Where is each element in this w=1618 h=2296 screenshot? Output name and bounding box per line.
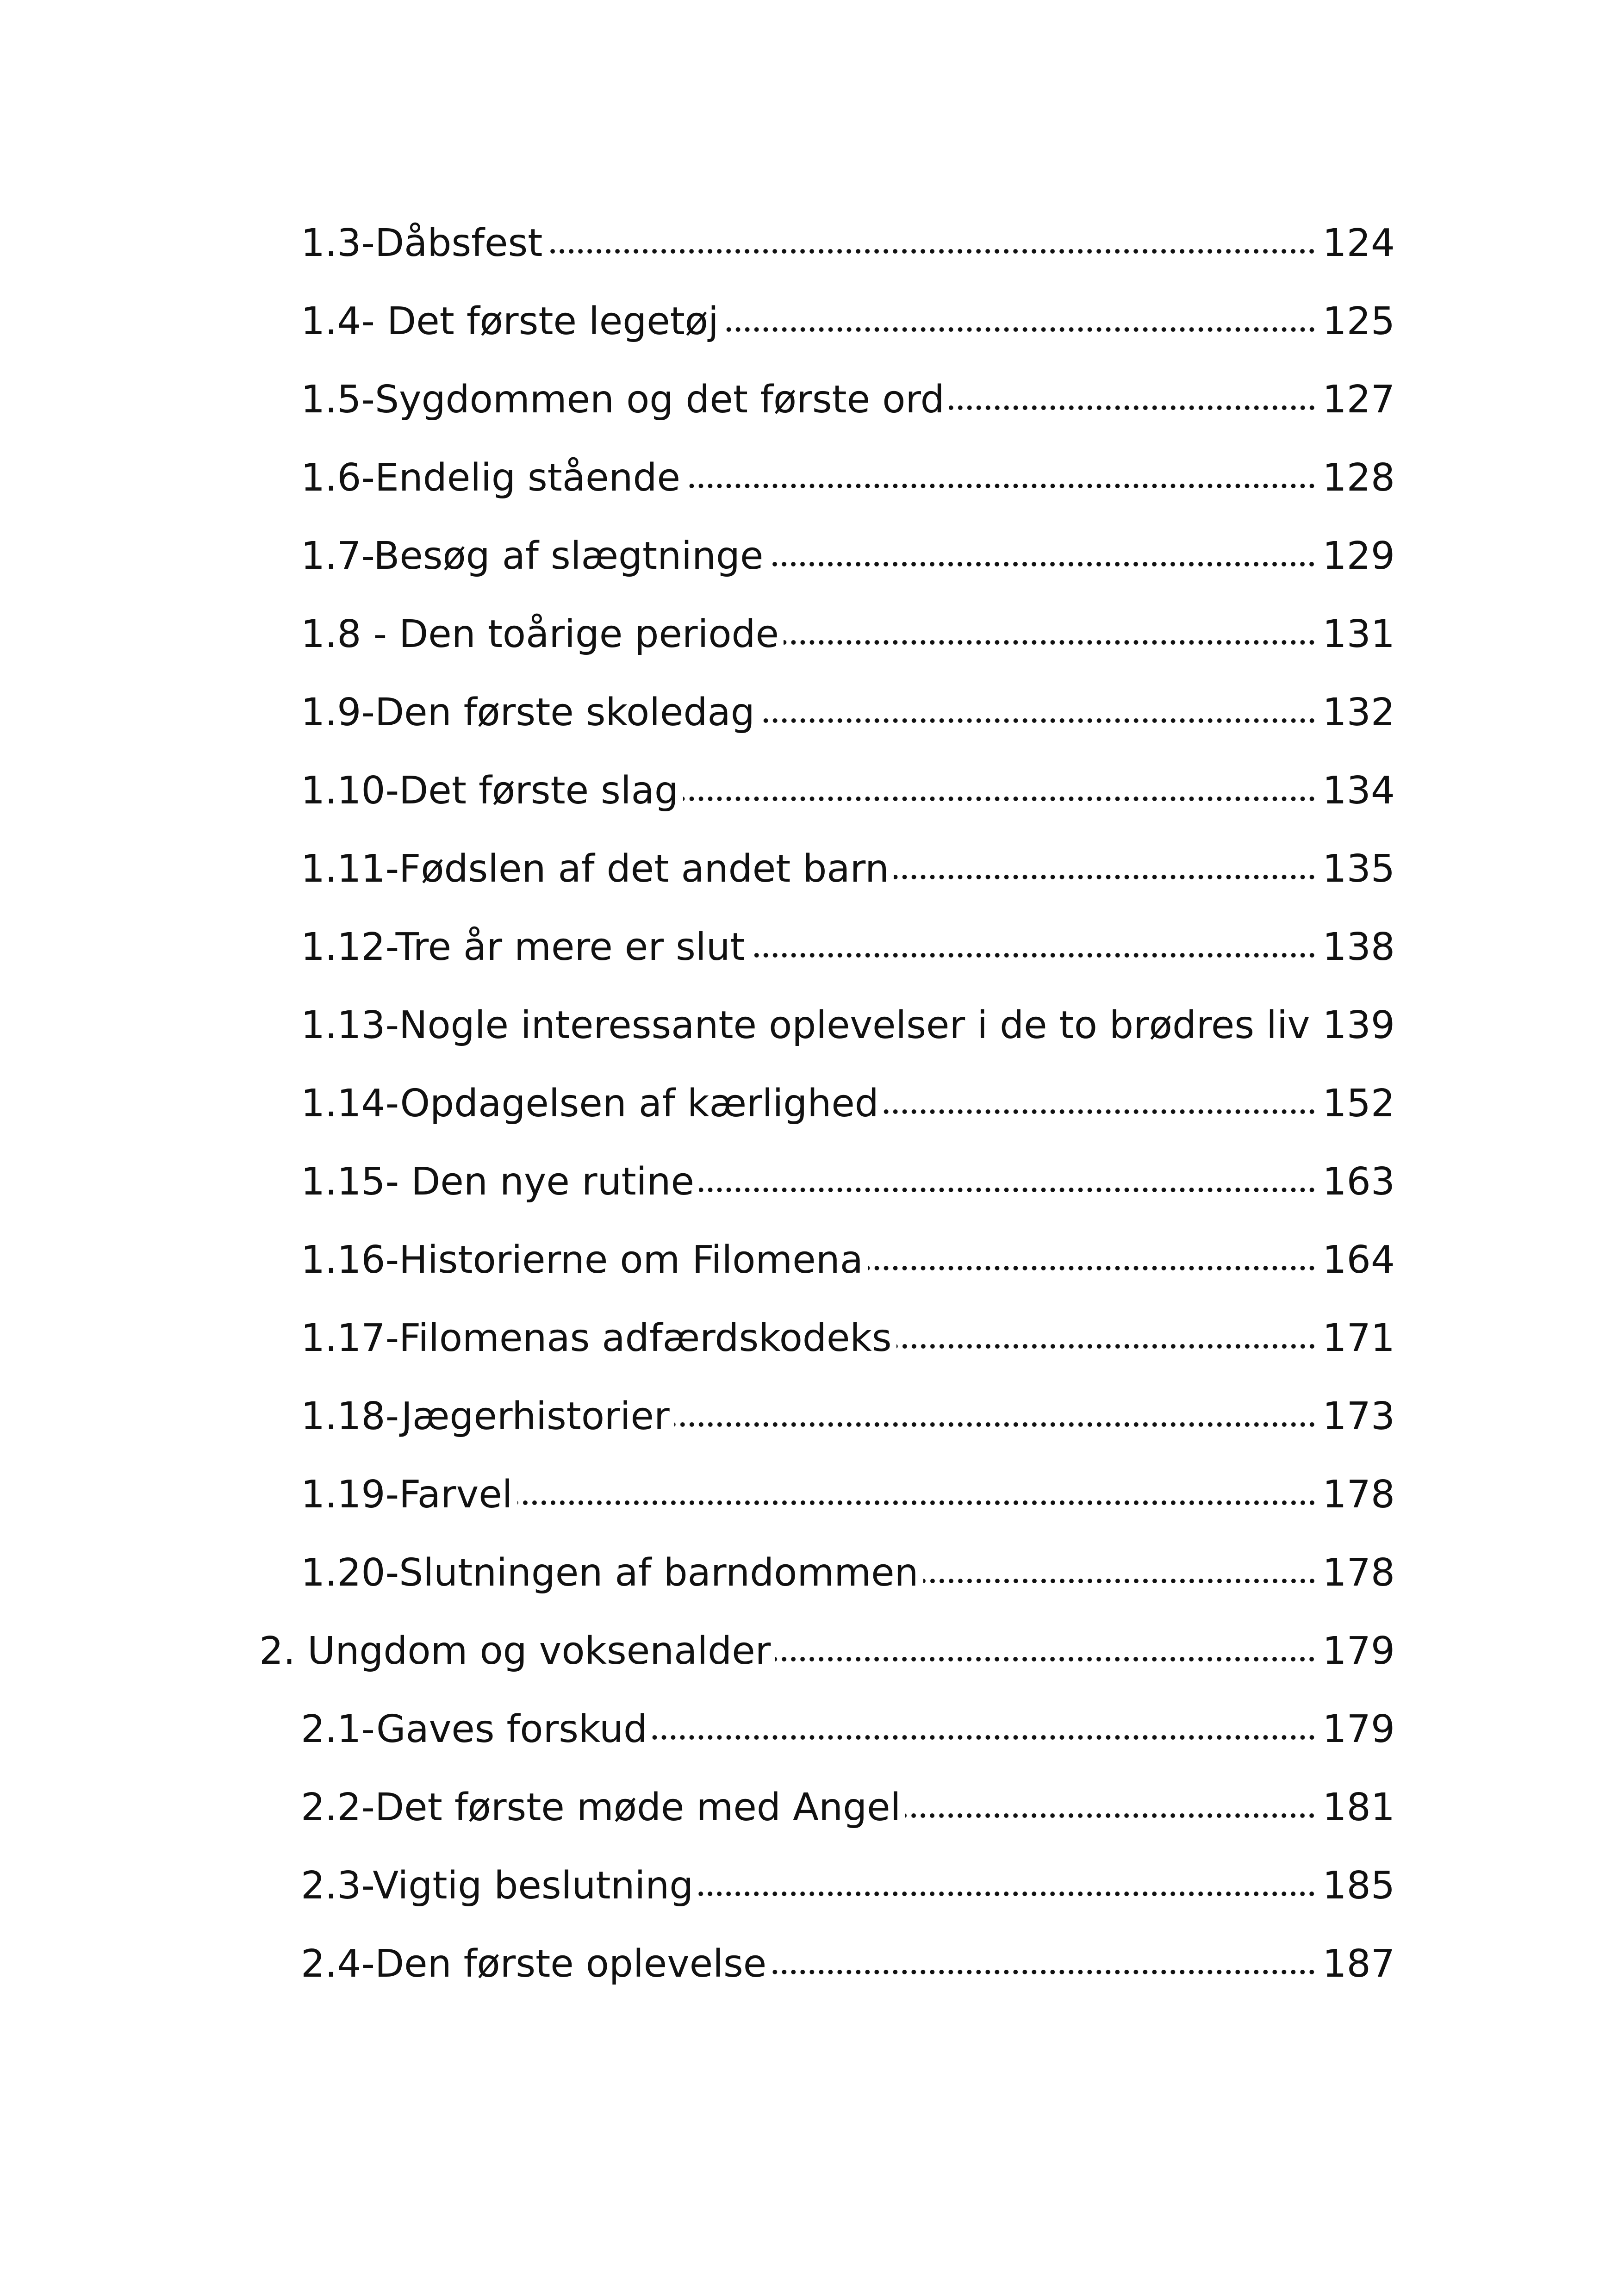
- toc-page-number: 179: [1322, 1707, 1395, 1751]
- toc-page-number: 178: [1322, 1473, 1395, 1517]
- toc-page-number: 125: [1322, 299, 1395, 343]
- toc-dot-leader: [771, 1936, 1319, 1992]
- toc-dot-leader: [896, 1311, 1319, 1366]
- toc-page-number: 129: [1322, 534, 1395, 578]
- toc-entry: [301, 920, 1395, 975]
- toc-page-number: 173: [1322, 1394, 1395, 1438]
- toc-dot-leader: [685, 450, 1319, 506]
- toc-page-number: 124: [1322, 221, 1395, 265]
- toc-entry-title: 2.1-Gaves forskud: [301, 1707, 648, 1751]
- toc-page-number: 135: [1322, 847, 1395, 891]
- toc-entry: [301, 1154, 1395, 1210]
- toc-page-number: 132: [1322, 691, 1395, 734]
- toc-entry-title: 1.15- Den nye rutine: [301, 1160, 694, 1204]
- toc-page-number: 131: [1322, 612, 1395, 656]
- toc-entry-title: 1.16-Historierne om Filomena: [301, 1238, 863, 1282]
- toc-entry: [301, 607, 1395, 662]
- toc-entry-title: 1.14-Opdagelsen af kærlighed: [301, 1082, 879, 1126]
- toc-entry-title: 1.12-Tre år mere er slut: [301, 925, 745, 969]
- toc-entry: [301, 1232, 1395, 1288]
- toc-dot-leader: [698, 1858, 1319, 1914]
- toc-entry-title: 1.4- Det første legetøj: [301, 299, 719, 343]
- toc-entry-title: 2.4-Den første oplevelse: [301, 1942, 767, 1986]
- toc-dot-leader: [759, 685, 1319, 740]
- toc-entry: [301, 685, 1395, 740]
- toc-entry-title: 1.19-Farvel: [301, 1473, 513, 1517]
- toc-dot-leader: [784, 607, 1319, 662]
- toc-entry: [301, 294, 1395, 349]
- toc-entry-title: 1.18-Jægerhistorier: [301, 1394, 670, 1438]
- toc-dot-leader: [674, 1389, 1319, 1444]
- toc-dot-leader: [923, 1545, 1319, 1601]
- toc-dot-leader: [750, 920, 1319, 975]
- toc-dot-leader: [775, 1624, 1319, 1679]
- toc-entry: [301, 1311, 1395, 1366]
- toc-dot-leader: [905, 1780, 1319, 1836]
- toc-page-number: 181: [1322, 1786, 1395, 1829]
- toc-entry-title: 1.7-Besøg af slægtninge: [301, 534, 764, 578]
- toc-entry-title: 2. Ungdom og voksenalder: [259, 1629, 771, 1673]
- toc-entry: [301, 450, 1395, 506]
- toc-page-number: 127: [1322, 378, 1395, 422]
- toc-entry: [301, 1545, 1395, 1601]
- toc-entry: [301, 1389, 1395, 1444]
- toc-page-number: 179: [1322, 1629, 1395, 1673]
- toc-entry: [301, 529, 1395, 584]
- toc-page-number: 164: [1322, 1238, 1395, 1282]
- toc-entry: [259, 1624, 1395, 1679]
- toc-entry-title: 1.6-Endelig stående: [301, 456, 680, 500]
- toc-page-number: 163: [1322, 1160, 1395, 1204]
- toc-dot-leader: [683, 763, 1319, 819]
- toc-entry-title: 1.17-Filomenas adfærdskodeks: [301, 1316, 892, 1360]
- toc-dot-leader: [652, 1702, 1319, 1757]
- toc-dot-leader: [949, 372, 1319, 428]
- toc-entry: [301, 1702, 1395, 1757]
- toc-entry: [301, 841, 1395, 897]
- toc-entry: [301, 1936, 1395, 1992]
- toc-entry-title: 1.13-Nogle interessante oplevelser i de to brødres liv: [301, 1003, 1310, 1047]
- toc-entry: [301, 372, 1395, 428]
- toc-entry-title: 1.10-Det første slag: [301, 769, 678, 813]
- toc-entry-title: 2.2-Det første møde med Angel: [301, 1786, 901, 1829]
- toc-page-number: 139: [1322, 1003, 1395, 1047]
- toc-entry-title: 1.9-Den første skoledag: [301, 691, 755, 734]
- toc-page-number: 178: [1322, 1551, 1395, 1595]
- toc-dot-leader: [723, 294, 1319, 349]
- toc-dot-leader: [884, 1076, 1319, 1132]
- toc-page-number: 185: [1322, 1864, 1395, 1908]
- toc-entry-title: 1.20-Slutningen af barndommen: [301, 1551, 919, 1595]
- toc-dot-leader: [547, 216, 1319, 271]
- toc-page-number: 171: [1322, 1316, 1395, 1360]
- toc-dot-leader: [699, 1154, 1319, 1210]
- toc-dot-leader: [868, 1232, 1319, 1288]
- toc-page-number: 128: [1322, 456, 1395, 500]
- toc-entry-title: 1.5-Sygdommen og det første ord: [301, 378, 945, 422]
- toc-entry: [301, 1467, 1395, 1523]
- toc-entry-title: 2.3-Vigtig beslutning: [301, 1864, 694, 1908]
- toc-entry: [301, 1076, 1395, 1132]
- toc-page-number: 138: [1322, 925, 1395, 969]
- toc-dot-leader: [894, 841, 1319, 897]
- toc-page-number: 187: [1322, 1942, 1395, 1986]
- toc-entry: [301, 216, 1395, 271]
- toc-entry: [301, 1780, 1395, 1836]
- toc-page-number: 134: [1322, 769, 1395, 813]
- toc-entry: [301, 763, 1395, 819]
- toc-entry-title: 1.3-Dåbsfest: [301, 221, 543, 265]
- toc-entry: [301, 998, 1395, 1053]
- toc-entry-title: 1.8 - Den toårige periode: [301, 612, 779, 656]
- toc-entry: [301, 1858, 1395, 1914]
- toc-dot-leader: [768, 529, 1319, 584]
- toc-entry-title: 1.11-Fødslen af det andet barn: [301, 847, 889, 891]
- toc-dot-leader: [517, 1467, 1319, 1523]
- toc-page-number: 152: [1322, 1082, 1395, 1126]
- toc-dot-leader: [1314, 998, 1319, 1053]
